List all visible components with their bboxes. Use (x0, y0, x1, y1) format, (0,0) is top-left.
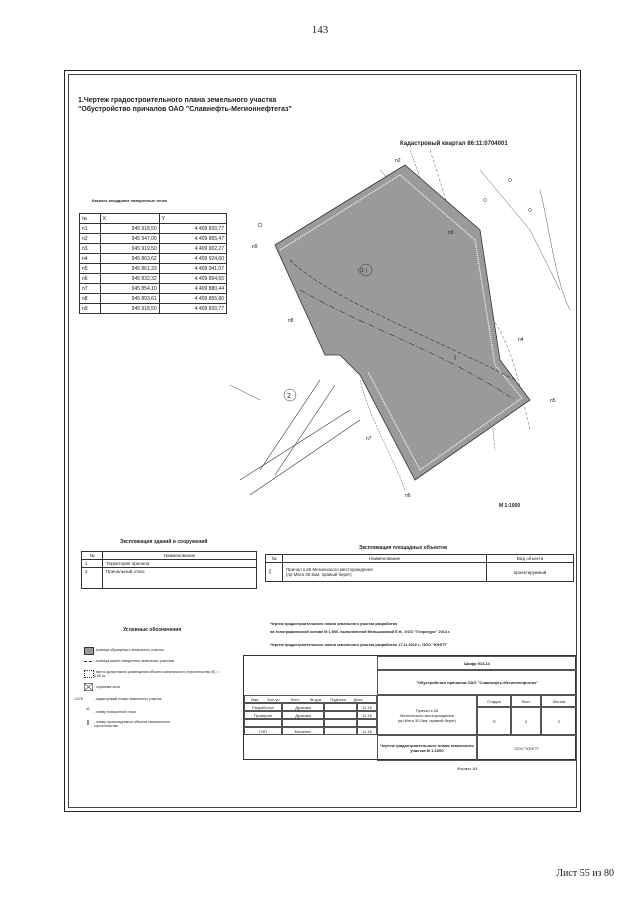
point-label-p8: п8 (288, 318, 294, 324)
scale-label: М 1:1000 (499, 503, 521, 509)
cell-type: проектируемый (487, 563, 574, 582)
legend-kad-sample: :1476 (74, 697, 83, 701)
stamp-object: Причал к.26 Мегионского месторождения (пр.Мега 30.5км, правый берег) (377, 695, 477, 735)
cell-x: 945 854,10 (100, 284, 159, 294)
cell-y: 4 409 880,44 (159, 284, 226, 294)
stamp-date (357, 719, 377, 727)
cell-name: Причальный откос (103, 568, 257, 589)
cell-point: п6 (80, 274, 101, 284)
table-row (80, 224, 227, 234)
cell-x: 945 893,61 (100, 294, 159, 304)
cell-point: п5 (80, 264, 101, 274)
cell-point: п3 (80, 244, 101, 254)
areas-title: Экспликация площадных объектов (359, 545, 448, 551)
col-header-no: № (82, 552, 103, 560)
zone-label-2: 2 (287, 393, 291, 400)
cell-no: I (266, 563, 283, 582)
note-line-3: Чертеж градостроительного плана земельного участка разработан 17.11.2016 г., ООО "ЮНГП" (270, 643, 448, 647)
stamp-role: Проверил (244, 711, 282, 719)
drawing-title (78, 96, 292, 114)
point-label-p6: п6 (405, 493, 411, 499)
col-header-list: Лист (290, 696, 300, 702)
cell-point: п1 (80, 224, 101, 234)
stamp-name (282, 719, 324, 727)
cell-y: 4 409 902,27 (159, 244, 226, 254)
cell-no: 1 (82, 560, 103, 568)
zone-label-1: ( 1 ) (358, 268, 367, 274)
legend-item-7: - номер проектируемого объекта капитального строительства (94, 720, 171, 728)
stamp-drawing-name: Чертеж градостроительного плана земельного участка М 1:1000 (377, 735, 477, 761)
cell-x: 945 863,62 (100, 254, 159, 264)
buildings-title: Экспликация зданий и сооружений (120, 539, 208, 545)
table-row (80, 254, 227, 264)
table-row (80, 264, 227, 274)
legend-item-1: - граница образуемого земельного участка (94, 648, 164, 652)
legend-line-old-parcels (84, 661, 92, 662)
coordinates-table (79, 213, 227, 314)
col-header-y: Y (159, 214, 226, 224)
legend-security-zone-icon (84, 683, 93, 691)
table-row (80, 304, 227, 314)
cell-point: п8 (80, 294, 101, 304)
stamp-sheet: 2 (511, 707, 541, 735)
point-label-p4: п4 (518, 337, 524, 343)
stamp-role (244, 719, 282, 727)
table-row (80, 274, 227, 284)
col-header-name: Наименование (103, 552, 257, 560)
stamp-date: 11.16 (357, 711, 377, 719)
cell-x: 945 919,50 (100, 244, 159, 254)
table-row (80, 294, 227, 304)
col-header-date: Дата (353, 696, 363, 702)
catalog-title: Каталог координат поворотных точек (92, 198, 167, 203)
col-header-name: Наименование (283, 555, 487, 563)
kadastr-label: Кадастровый квартал 86:11:0704001 (400, 141, 508, 147)
cell-x: 945 861,33 (100, 264, 159, 274)
table-row (80, 234, 227, 244)
point-label-p5: п5 (550, 398, 556, 404)
legend-item-6: - номер поворотной точки (94, 710, 136, 714)
point-label-p9: п9 (252, 244, 258, 250)
cell-point: п2 (80, 234, 101, 244)
stamp-name: Дрокова (282, 703, 324, 711)
table-row (80, 244, 227, 254)
point-label-p2: п2 (395, 158, 401, 164)
sheet-footer: Лист 55 из 80 (556, 868, 614, 879)
legend-obj-sample: I (87, 720, 89, 727)
note-line-2: на топографической основе М 1:500, выполненной Меньшиковой Е.Н., ООО "Георесурс" 2014 г. (270, 630, 451, 634)
cell-no: 2 (82, 568, 103, 589)
legend-title: Условные обозначения (123, 627, 182, 633)
stamp-stage-label: Стадия (477, 695, 511, 707)
cell-y: 4 409 924,60 (159, 254, 226, 264)
note-line-1: Чертеж градостроительного плана земельного участка разработан (270, 622, 398, 626)
legend-swatch-placement (84, 670, 94, 678)
parcel-zone (275, 165, 530, 480)
stamp-sign (324, 703, 357, 711)
zone-label-I: I (454, 355, 456, 362)
col-header-x: X (100, 214, 159, 224)
table-row (80, 284, 227, 294)
point-label-p3: п3 (448, 230, 454, 236)
table-row (82, 568, 257, 589)
point-label-p7: п7 (366, 436, 372, 442)
cell-point: п4 (80, 254, 101, 264)
stamp-sheet-label: Лист (511, 695, 541, 707)
col-header-doc: № док. (309, 696, 323, 702)
stamp-cipher: Шифр 514.14 (377, 656, 577, 670)
legend-item-5: - кадастровый номер земельного участка (94, 697, 162, 701)
legend-item-3: - место допустимого размещения объекта капитального строительства (S) = 0,55 га (94, 670, 219, 678)
cell-name: Причал к.26 Мегионского месторождения (пр.Мега 30.5км, правый берег) (283, 563, 487, 582)
site-plan (230, 150, 575, 520)
cell-point: п7 (80, 284, 101, 294)
cell-y: 4 409 855,80 (159, 294, 226, 304)
cell-x: 945 832,32 (100, 274, 159, 284)
cell-name: Территория причала (103, 560, 257, 568)
stamp-col-headers (244, 695, 377, 703)
cell-y: 4 409 839,77 (159, 304, 226, 314)
cell-y: 4 409 941,07 (159, 264, 226, 274)
areas-table (265, 554, 574, 582)
stamp-name: Мыченко (282, 727, 324, 735)
cell-x: 945 918,50 (100, 304, 159, 314)
col-header-izm: Изм. (250, 696, 260, 702)
stamp-project: "Обустройство причалов ОАО "Славнефть-Мегионнефтегаз" (377, 670, 577, 695)
table-row (82, 560, 257, 568)
col-header-sign: Подпись (330, 696, 346, 702)
page-number: 143 (311, 24, 329, 36)
format-label: Формат А3 (457, 766, 478, 771)
stamp-role: ГИП (244, 727, 282, 735)
cell-y: 4 409 839,77 (159, 224, 226, 234)
stamp-date: 11.16 (357, 727, 377, 735)
cell-y: 4 409 865,47 (159, 234, 226, 244)
stamp-sheets: 2 (541, 707, 577, 735)
legend-item-2: - граница ранее отведенных земельных участков (94, 659, 175, 663)
col-header-kol: Кол.уч. (267, 696, 281, 702)
stamp-sign (324, 719, 357, 727)
table-row (266, 563, 574, 582)
stamp-sheets-label: Листов (541, 695, 577, 707)
legend-item-4: - охранная зона (94, 685, 120, 689)
title-line-2: "Обустройство причалов ОАО "Славнефть-Мегионнефтегаз" (78, 106, 292, 113)
col-header-no: № (80, 214, 101, 224)
cell-point: п9 (80, 304, 101, 314)
stamp-stage: П (477, 707, 511, 735)
title-block (243, 655, 576, 760)
stamp-role: Разработал (244, 703, 282, 711)
cell-y: 4 409 894,65 (159, 274, 226, 284)
stamp-date: 11.16 (357, 703, 377, 711)
stamp-sign (324, 711, 357, 719)
buildings-table (81, 551, 257, 589)
col-header-type: Вид объекта (487, 555, 574, 563)
cell-x: 945 947,00 (100, 234, 159, 244)
col-header-no: № (266, 555, 283, 563)
cell-x: 945 918,50 (100, 224, 159, 234)
title-line-1: 1.Чертеж градостроительного плана земельного участка (78, 97, 277, 104)
legend-point-sample: п1 (86, 707, 90, 711)
stamp-sign (324, 727, 357, 735)
stamp-org: ООО "ЮНГП" (477, 735, 577, 761)
legend-swatch-parcel (84, 647, 94, 655)
stamp-name: Дрокова (282, 711, 324, 719)
